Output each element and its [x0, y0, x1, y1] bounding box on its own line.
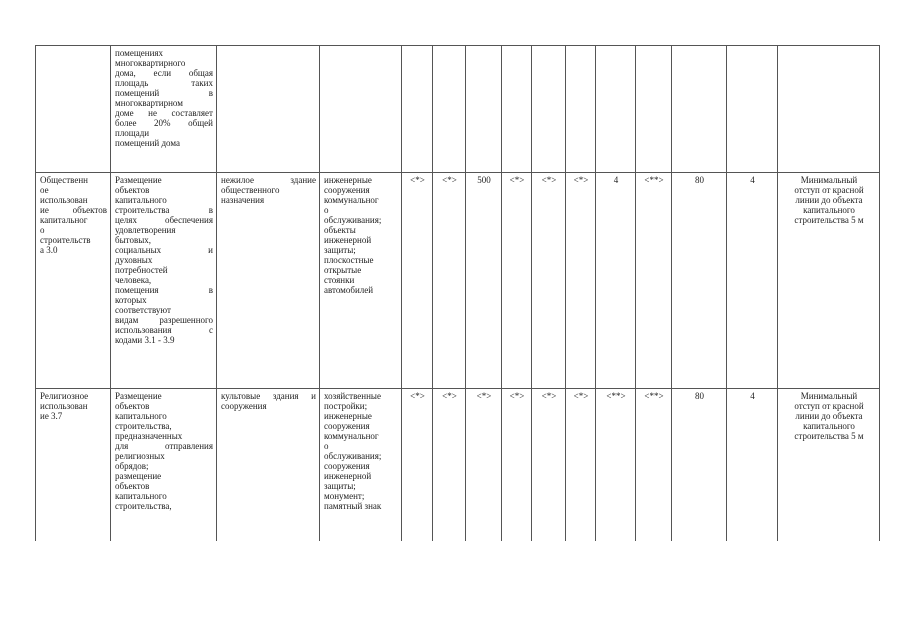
main-object-cell: нежилое здание общественного назначения — [217, 173, 320, 389]
use-name-cell — [36, 46, 111, 173]
note-line: линии до объекта — [795, 411, 863, 421]
use-description-line: которых — [115, 295, 147, 305]
parameter-cell: <*> — [566, 173, 596, 389]
use-description-line: капитального — [115, 411, 167, 421]
aux-object-line: инженерной — [324, 235, 372, 245]
parameter-cell — [566, 46, 596, 173]
parameter-cell: <*> — [402, 389, 433, 541]
parameter-cell: <**> — [596, 389, 636, 541]
use-description-line: социальных и — [115, 245, 213, 255]
parameter-cell — [466, 46, 502, 173]
aux-object-line: обслуживания; — [324, 215, 382, 225]
parameter-cell — [433, 46, 466, 173]
note-line: Минимальный — [800, 391, 858, 401]
aux-object-line: стоянки — [324, 275, 355, 285]
main-object-cell — [217, 46, 320, 173]
aux-object-line: плоскостные — [324, 255, 374, 265]
use-name-line: строительств — [40, 235, 91, 245]
use-description-line: кодами 3.1 - 3.9 — [115, 335, 175, 345]
aux-objects-cell — [320, 46, 402, 173]
parameter-cell — [502, 46, 532, 173]
note-line: строительства 5 м — [794, 215, 864, 225]
use-description-line: строительства, — [115, 501, 172, 511]
note-line: отступ от красной — [794, 401, 864, 411]
parameter-cell: <**> — [636, 389, 672, 541]
aux-object-line: коммунальног — [324, 195, 379, 205]
parameter-cell: <*> — [566, 389, 596, 541]
note-line: капитального — [803, 421, 855, 431]
max-percent-cell: 80 — [672, 173, 727, 389]
aux-object-line: о — [324, 205, 329, 215]
note-cell — [778, 46, 880, 173]
use-description-line: площадь таких — [115, 78, 213, 88]
max-percent-cell: 80 — [672, 389, 727, 541]
use-description-line: обрядов; — [115, 461, 149, 471]
aux-object-line: инженерной — [324, 471, 372, 481]
use-description-line: для отправления — [115, 441, 213, 451]
aux-object-line: объекты — [324, 225, 356, 235]
aux-objects-cell — [320, 389, 402, 541]
parameter-cell — [636, 46, 672, 173]
use-description-line: духовных — [115, 255, 153, 265]
max-floors-cell: 4 — [727, 389, 778, 541]
use-description-line: объектов — [115, 185, 150, 195]
use-description-line: капитального — [115, 491, 167, 501]
table-row — [36, 173, 880, 389]
use-description-line: более 20% общей — [115, 118, 213, 128]
parameter-cell: <*> — [502, 389, 532, 541]
aux-object-line: постройки; — [324, 401, 368, 411]
max-floors-cell: 4 — [727, 173, 778, 389]
note-cell — [778, 173, 880, 389]
use-description-line: объектов — [115, 481, 150, 491]
parameter-cell: 500 — [466, 173, 502, 389]
note-line: Минимальный — [800, 175, 858, 185]
use-description-line: капитального — [115, 195, 167, 205]
use-name-cell — [36, 173, 111, 389]
use-name-line: о — [40, 225, 45, 235]
aux-object-line: защиты; — [324, 245, 356, 255]
use-description-line: Размещение — [115, 175, 162, 185]
parameter-cell: <*> — [532, 173, 566, 389]
max-floors-cell — [727, 46, 778, 173]
use-description-cell — [111, 173, 217, 389]
use-description-line: строительства, — [115, 421, 172, 431]
zoning-regulations-table — [35, 45, 880, 541]
aux-object-line: открытые — [324, 265, 362, 275]
note-line: строительства 5 м — [794, 431, 864, 441]
use-description-line: Размещение — [115, 391, 162, 401]
aux-object-line: хозяйственные — [324, 391, 381, 401]
table-row — [36, 46, 880, 173]
parameter-cell: <*> — [402, 173, 433, 389]
use-name-line: ие объектов — [40, 205, 107, 215]
use-description-line: дома, если общая — [115, 68, 213, 78]
use-description-line: религиозных — [115, 451, 165, 461]
note-line: капитального — [803, 205, 855, 215]
use-description-line: бытовых, — [115, 235, 151, 245]
note-line: отступ от красной — [794, 185, 864, 195]
aux-object-line: инженерные — [324, 411, 372, 421]
parameter-cell — [532, 46, 566, 173]
use-description-line: многоквартирном — [115, 98, 183, 108]
use-description-line: удовлетворения — [115, 225, 176, 235]
use-description-line: помещениях — [115, 48, 164, 58]
use-description-line: площади — [115, 128, 150, 138]
aux-object-line: коммунальног — [324, 431, 379, 441]
use-description-line: помещений дома — [115, 138, 180, 148]
use-description-cell — [111, 389, 217, 541]
use-description-line: предназначенных — [115, 431, 183, 441]
parameter-cell: <*> — [502, 173, 532, 389]
use-description-line: соответствуют — [115, 305, 171, 315]
aux-object-line: защиты; — [324, 481, 356, 491]
max-percent-cell — [672, 46, 727, 173]
aux-objects-cell — [320, 173, 402, 389]
aux-object-line: сооружения — [324, 185, 370, 195]
use-description-line: потребностей — [115, 265, 168, 275]
use-name-line: капитальног — [40, 215, 88, 225]
note-cell — [778, 389, 880, 541]
main-object-cell: культовые здания и сооружения — [217, 389, 320, 541]
use-description-line: помещения в — [115, 285, 213, 295]
use-description-line: размещение — [115, 471, 162, 481]
parameter-cell: <*> — [466, 389, 502, 541]
use-description-line: объектов — [115, 401, 150, 411]
aux-object-line: монумент; — [324, 491, 365, 501]
aux-object-line: сооружения — [324, 421, 370, 431]
parameter-cell: <*> — [532, 389, 566, 541]
use-name-line: использован — [40, 195, 88, 205]
use-description-line: строительства в — [115, 205, 213, 215]
parameter-cell: <*> — [433, 389, 466, 541]
parameter-cell: <**> — [636, 173, 672, 389]
aux-object-line: автомобилей — [324, 285, 374, 295]
use-name-line: а 3.0 — [40, 245, 58, 255]
use-description-line: многоквартирного — [115, 58, 186, 68]
use-description-line: видам разрешенного — [115, 315, 213, 325]
aux-object-line: сооружения — [324, 461, 370, 471]
use-description-line: человека, — [115, 275, 152, 285]
use-name-line: Религиозное — [40, 391, 89, 401]
aux-object-line: инженерные — [324, 175, 372, 185]
aux-object-line: обслуживания; — [324, 451, 382, 461]
use-description-line: помещений в — [115, 88, 213, 98]
parameter-cell: 4 — [596, 173, 636, 389]
use-description-cell — [111, 46, 217, 173]
use-name-line: Общественн — [40, 175, 88, 185]
use-name-line: использован — [40, 401, 88, 411]
parameter-cell — [596, 46, 636, 173]
use-name-line: ие 3.7 — [40, 411, 63, 421]
use-description-line: доме не составляет — [115, 108, 213, 118]
note-line: линии до объекта — [795, 195, 863, 205]
parameter-cell — [402, 46, 433, 173]
parameter-cell: <*> — [433, 173, 466, 389]
table-body — [36, 46, 880, 541]
aux-object-line: памятный знак — [324, 501, 382, 511]
use-description-line: целях обеспечения — [115, 215, 213, 225]
use-name-line: ое — [40, 185, 49, 195]
use-description-line: использования с — [115, 325, 213, 335]
aux-object-line: о — [324, 441, 329, 451]
use-name-cell — [36, 389, 111, 541]
table-row — [36, 389, 880, 541]
